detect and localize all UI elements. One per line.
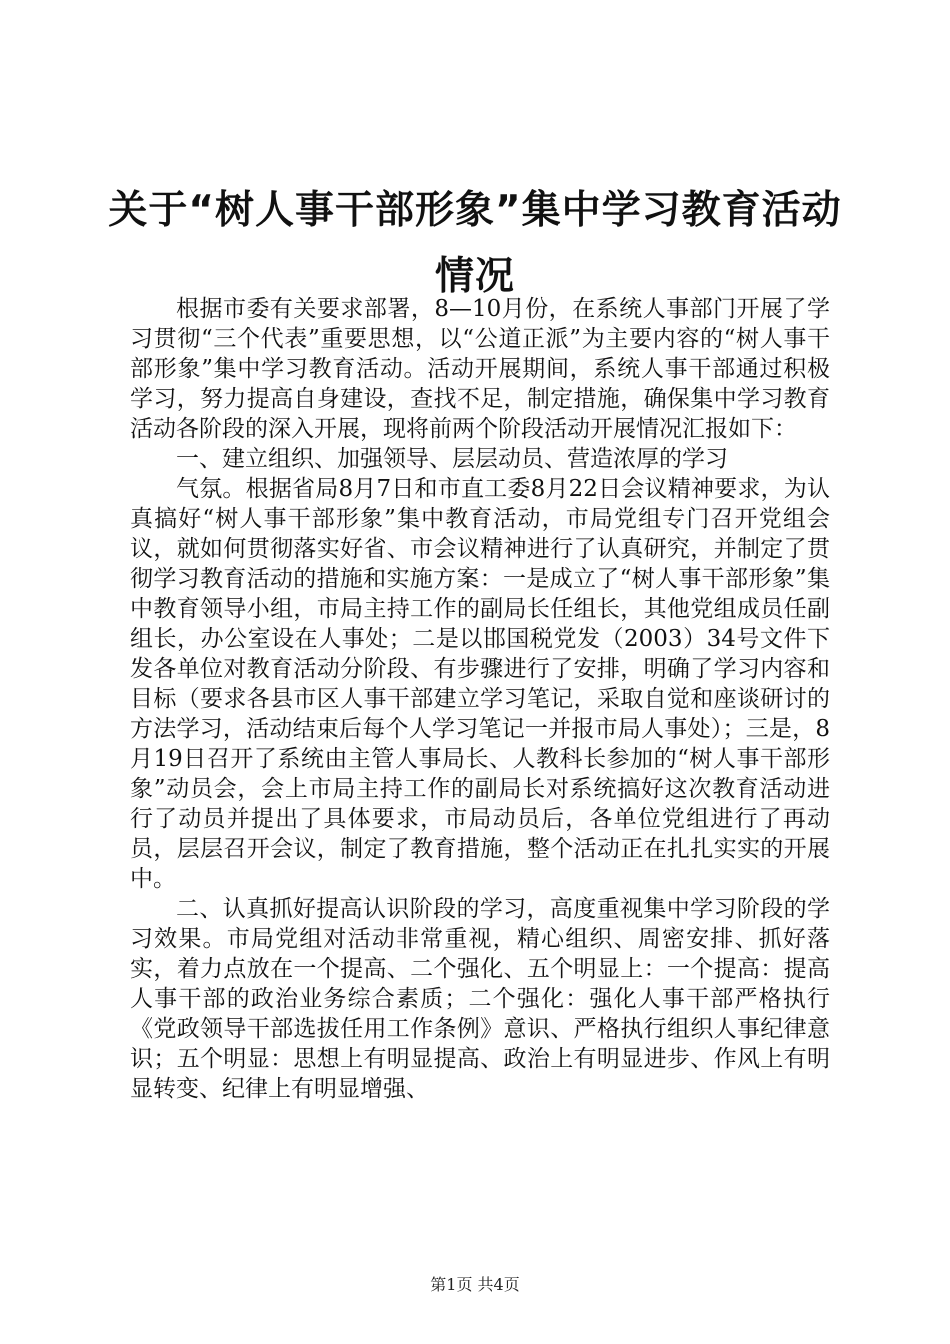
paragraph-intro: 根据市委有关要求部署，8—10月份，在系统人事部门开展了学习贯彻“三个代表”重要思想，以“公道正派”为主要内容的“树人事干部形象”集中学习教育活动。活动开展期间，系统人事干部通过积极学习，努力提高自身建设，查找不足，制定措施，确保集中学习教育活动各阶段的深入开展，现将前两个阶段活动开展情况汇报如下： [130,296,830,442]
paragraph-section-2: 二、认真抓好提高认识阶段的学习，高度重视集中学习阶段的学习效果。市局党组对活动非常重视，精心组织、周密安排、抓好落实，着力点放在一个提高、二个强化、五个明显上：一个提高：提高人事干部的政治业务综合素质；二个强化：强化人事干部严格执行《党政领导干部选拔任用工作条例》意识、严格执行组织人事纪律意识；五个明显：思想上有明显提高、政治上有明显进步、作风上有明显转变、纪律上有明显增强、 [130,896,830,1102]
section-heading-1: 一、建立组织、加强领导、层层动员、营造浓厚的学习 [176,446,728,472]
paragraph-section-1: 气氛。根据省局8月7日和市直工委8月22日会议精神要求，为认真搞好“树人事干部形象”集中教育活动，市局党组专门召开党组会议，就如何贯彻落实好省、市会议精神进行了认真研究，并制定了贯彻学习教育活动的措施和实施方案：一是成立了“树人事干部形象”集中教育领导小组，市局主持工作的副局长任组长，其他党组成员任副组长，办公室设在人事处；二是以邯国税党发（2003）34号文件下发各单位对教育活动分阶段、有步骤进行了安排，明确了学习内容和目标（要求各县市区人事干部建立学习笔记，采取自觉和座谈研讨的方法学习，活动结束后每个人学习笔记一并报市局人事处）；三是，8月19日召开了系统由主管人事局长、人教科长参加的“树人事干部形象”动员会，会上市局主持工作的副局长对系统搞好这次教育活动进行了动员并提出了具体要求，市局动员后，各单位党组进行了再动员，层层召开会议，制定了教育措施，整个活动正在扎扎实实的开展中。 [130,476,830,892]
page-footer: 第1页 共4页 [430,1275,520,1294]
document-body [130,294,830,1104]
document-title: 关于“树人事干部形象”集中学习教育活动情况 [108,188,842,299]
